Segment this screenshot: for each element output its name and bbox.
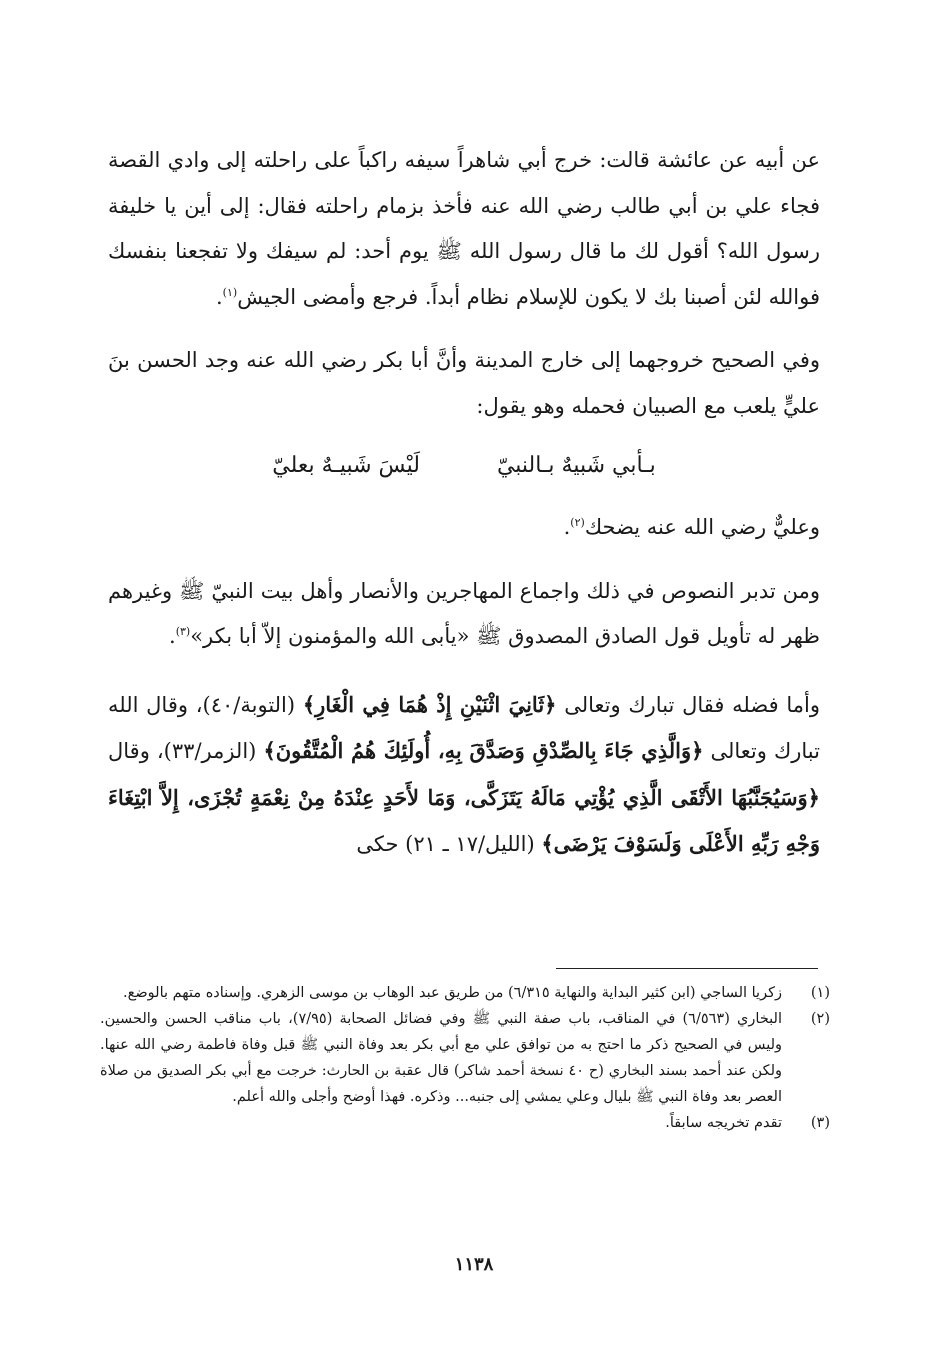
paragraph-3 — [108, 505, 820, 551]
footnote-text: تقدم تخريجه سابقاً. — [665, 1115, 782, 1131]
footnote-text: زكريا الساجي (ابن كثير البداية والنهاية ٦/٣١٥) من طريق عبد الوهاب بن موسى الزهري. وإسناده متهم بالوضع. — [123, 985, 782, 1001]
quran-verse-1: ﴿ثَانِيَ اثْنَيْنِ إِذْ هُمَا فِي الْغَارِ﴾ — [302, 691, 557, 717]
footnote-divider — [556, 968, 818, 969]
main-text — [108, 138, 820, 868]
quran-verse-2: ﴿وَالَّذِي جَاءَ بِالصِّدْقِ وَصَدَّقَ بِهِ، أُولَئِكَ هُمُ الْمُتَّقُونَ﴾ — [263, 738, 704, 763]
paragraph-3-text: وعليٌّ رضي الله عنه يضحك — [584, 515, 820, 539]
footnote-text: البخاري (٦/٥٦٣) في المناقب، باب صفة النبي ﷺ وفي فضائل الصحابة (٧/٩٥)، باب مناقب الحسن والحسين. وليس في الصحيح ذكر ما احتج به من توافق علي مع أبي بكر بعد وفاة النبي ﷺ قبل وفاة فاطمة رضي الله عنها. ولكن عند أحمد بسند البخاري (ح ٤٠ نسخة أحمد شاكر) قال عقبة بن الحارث: خرجت مع أبي بكر الصديق من صلاة العصر بعد وفاة النبي ﷺ بليال وعلي يمشي إلى جنبه... وذكره. فهذا أوضح وأجلى والله أعلم. — [100, 1011, 783, 1105]
paragraph-4 — [108, 569, 820, 660]
paragraph-5-text-b: (التوبة/٤٠)، وقال الله تبارك وتعالى — [108, 692, 820, 763]
paragraph-2: وفي الصحيح خروجهما إلى خارج المدينة وأنَّ أبا بكر رضي الله عنه وجد الحسن بنَ عليٍّ يلعب مع الصبيان فحمله وهو يقول: — [108, 348, 820, 418]
footnote-3 — [100, 1110, 830, 1136]
verse-second-hemistich: لَيْسَ شَبيـهٌ بعليّ — [272, 453, 420, 478]
page-number: ١١٣٨ — [454, 1254, 494, 1275]
footnote-ref-1: (١) — [222, 285, 238, 299]
footnote-ref-2: (٢) — [570, 516, 585, 529]
quran-verse-3: ﴿وَسَيُجَنَّبُهَا الأَتْقَى الَّذِي يُؤْتِي مَالَهُ يَتَزَكَّى، وَمَا لأَحَدٍ عِنْدَهُ مِنْ نِعْمَةٍ تُجْزَى، إِلاَّ ابْتِغَاءَ وَجْهِ رَبِّهِ الأَعْلَى وَلَسَوْفَ يَرْضَى﴾ — [108, 784, 820, 856]
footnote-number: (١) — [810, 985, 830, 1001]
paragraph-5-text-c: (الزمر/٣٣)، وقال — [108, 739, 264, 763]
footnote-1 — [100, 980, 830, 1006]
footnote-2 — [100, 1006, 830, 1110]
paragraph-3-end: . — [563, 515, 571, 539]
paragraph-5-text-d: (الليل/١٧ ـ ٢١) حكى — [356, 832, 542, 856]
paragraph-5-text-a: وأما فضله فقال تبارك وتعالى — [556, 692, 820, 717]
paragraph-1-text: عن أبيه عن عائشة قالت: خرج أبي شاهراً سيفه راكباً على راحلته إلى وادي القصة فجاء علي بن أبي طالب رضي الله عنه فأخذ بزمام راحلته فقال: إلى أين يا خليفة رسول الله؟ أقول لك ما قال رسول الله ﷺ يوم أحد: لم سيفك ولا تفجعنا بنفسك فوالله لئن أصبنا بك لا يكون للإسلام نظام أبداً. فرجع وأمضى الجيش — [108, 148, 820, 309]
footnote-number: (٣) — [810, 1115, 830, 1131]
footnotes — [100, 980, 830, 1136]
paragraph-4-text: ومن تدبر النصوص في ذلك واجماع المهاجرين والأنصار وأهل بيت النبيّ ﷺ وغيرهم ظهر له تأويل قول الصادق المصدوق ﷺ «يأبى الله والمؤمنون إلاّ أبا بكر» — [108, 578, 820, 648]
paragraph-1 — [108, 138, 820, 320]
footnote-ref-3: (٣) — [175, 625, 191, 638]
paragraph-1-end: . — [215, 284, 223, 309]
poetry-verse — [108, 441, 820, 491]
verse-first-hemistich: بـأبي شَبيهٌ بـالنبيّ — [496, 453, 656, 478]
paragraph-4-end: . — [169, 624, 176, 648]
paragraph-5 — [108, 682, 820, 868]
footnote-number: (٢) — [810, 1011, 830, 1027]
